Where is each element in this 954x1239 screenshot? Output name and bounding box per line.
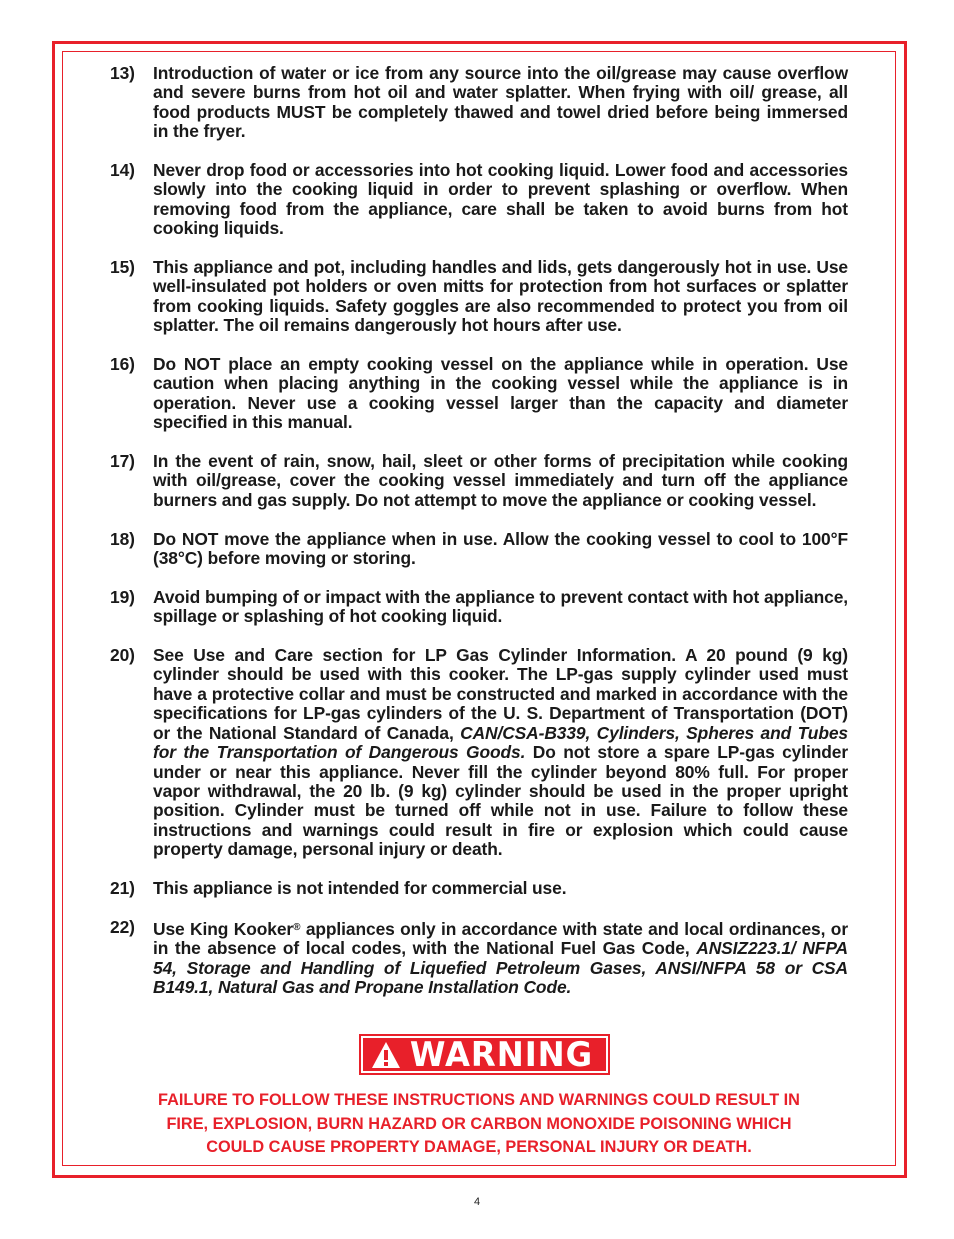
item-number: 18) [110, 528, 135, 549]
warning-message [62, 1089, 896, 1160]
item-text [153, 646, 848, 859]
warning-triangle-icon [371, 1041, 401, 1069]
item-number: 22) [110, 916, 135, 937]
item-number: 19) [110, 586, 135, 607]
item-number: 13) [110, 63, 135, 83]
item-number: 20) [110, 645, 135, 666]
item-number: 14) [110, 160, 135, 181]
list-item [110, 258, 848, 336]
registered-mark: ® [293, 921, 301, 933]
item-text-segment: Do NOT move the appliance when in use. Allow the cooking vessel to cool to 100°F (38°C) before moving or storing. [153, 528, 848, 569]
warning-message-line: FAILURE TO FOLLOW THESE INSTRUCTIONS AND WARNINGS COULD RESULT IN [158, 1091, 800, 1109]
item-text-segment: This appliance is not intended for commercial use. [153, 877, 567, 898]
warning-label: WARNING [409, 1034, 594, 1075]
list-item [110, 879, 848, 898]
item-number: 21) [110, 877, 135, 898]
warning-banner [359, 1034, 610, 1075]
list-item [110, 530, 848, 569]
item-number: 16) [110, 354, 135, 375]
item-text [153, 452, 848, 510]
item-text [153, 355, 848, 433]
item-text-italic: CAN/CSA-B339, Cylinders, Spheres and Tubes for the Transportation of Dangerous Goods. [153, 722, 848, 763]
warning-message-line: COULD CAUSE PROPERTY DAMAGE, PERSONAL INJURY OR DEATH. [206, 1138, 752, 1156]
item-number: 17) [110, 451, 135, 472]
item-text-segment: This appliance and pot, including handles and lids, gets dangerously hot in use. Use well-insulated pot holders or oven mitts for protection from hot surfaces or splatter from cooking liquids. Safety goggles are also recommended to protect you from oil splatter. The oil remains dangerously hot hours after use. [153, 257, 848, 336]
item-text [153, 161, 848, 239]
item-text-segment: appliances only in accordance with state and local ordinances, or in the absence of local codes, with the National Fuel Gas Code, [153, 918, 848, 959]
item-text-segment: See Use and Care section for LP Gas Cylinder Information. A 20 pound (9 kg) cylinder should be used with this cooker. The LP-gas supply cylinder used must have a protective collar and must be constructed and marked in accordance with the specifications for LP-gas cylinders of the U. S. Department of Transportation (DOT) or the National Standard of Canada, [153, 645, 848, 743]
item-text [153, 918, 848, 998]
item-text-segment: Never drop food or accessories into hot cooking liquid. Lower food and accessories slowly into the cooking liquid in order to prevent splashing or overflow. When removing food from the appliance, care shall be taken to avoid burns from hot cooking liquids. [153, 160, 848, 239]
item-text [153, 64, 848, 142]
item-number: 15) [110, 257, 135, 278]
item-text [153, 258, 848, 336]
item-text-segment: In the event of rain, snow, hail, sleet or other forms of precipitation while cooking with oil/grease, cover the cooking vessel immediately and turn off the appliance burners and gas supply. Do not attempt to move the appliance or cooking vessel. [153, 451, 848, 510]
list-item [110, 64, 848, 142]
page-number: 4 [473, 1196, 481, 1208]
item-text [153, 588, 848, 627]
list-item [110, 452, 848, 510]
item-text [153, 879, 848, 898]
warning-message-line: FIRE, EXPLOSION, BURN HAZARD OR CARBON MONOXIDE POISONING WHICH [166, 1114, 792, 1133]
list-item [110, 646, 848, 859]
item-text [153, 530, 848, 569]
list-item [110, 161, 848, 239]
list-item [110, 355, 848, 433]
item-text-segment: Avoid bumping of or impact with the appliance to prevent contact with hot appliance, spillage or splashing of hot cooking liquid. [153, 586, 848, 627]
item-text-segment: Use King Kooker [153, 918, 294, 939]
item-text-segment: Do NOT place an empty cooking vessel on the appliance while in operation. Use caution when placing anything in the cooking vessel while the appliance is in operation. Never use a cooking vessel larger than the capacity and diameter specified in this manual. [153, 354, 848, 433]
list-item [110, 918, 848, 998]
list-item [110, 588, 848, 627]
safety-instructions-list [110, 64, 848, 1017]
item-text-segment: Introduction of water or ice from any source into the oil/grease may cause overflow and severe burns from hot oil and water splatter. When frying with oil/ grease, all food products MUST be completely thawed and towel dried before being immersed in the fryer. [153, 63, 848, 142]
item-text-italic: ANSIZ223.1/ NFPA 54, Storage and Handling of Liquefied Petroleum Gases, ANSI/NFPA 58 or CSA B149.1, Natural Gas and Propane Installation Code. [153, 938, 848, 997]
item-text-segment: Do not store a spare LP-gas cylinder under or near this appliance. Never fill the cylinder beyond 80% full. For proper vapor withdrawal, the 20 lb. (9 kg) cylinder should be used in the proper upright position. Cylinder must be turned off while not in use. Failure to follow these instructions and warnings could result in fire or explosion which could cause property damage, personal injury or death. [153, 742, 848, 860]
